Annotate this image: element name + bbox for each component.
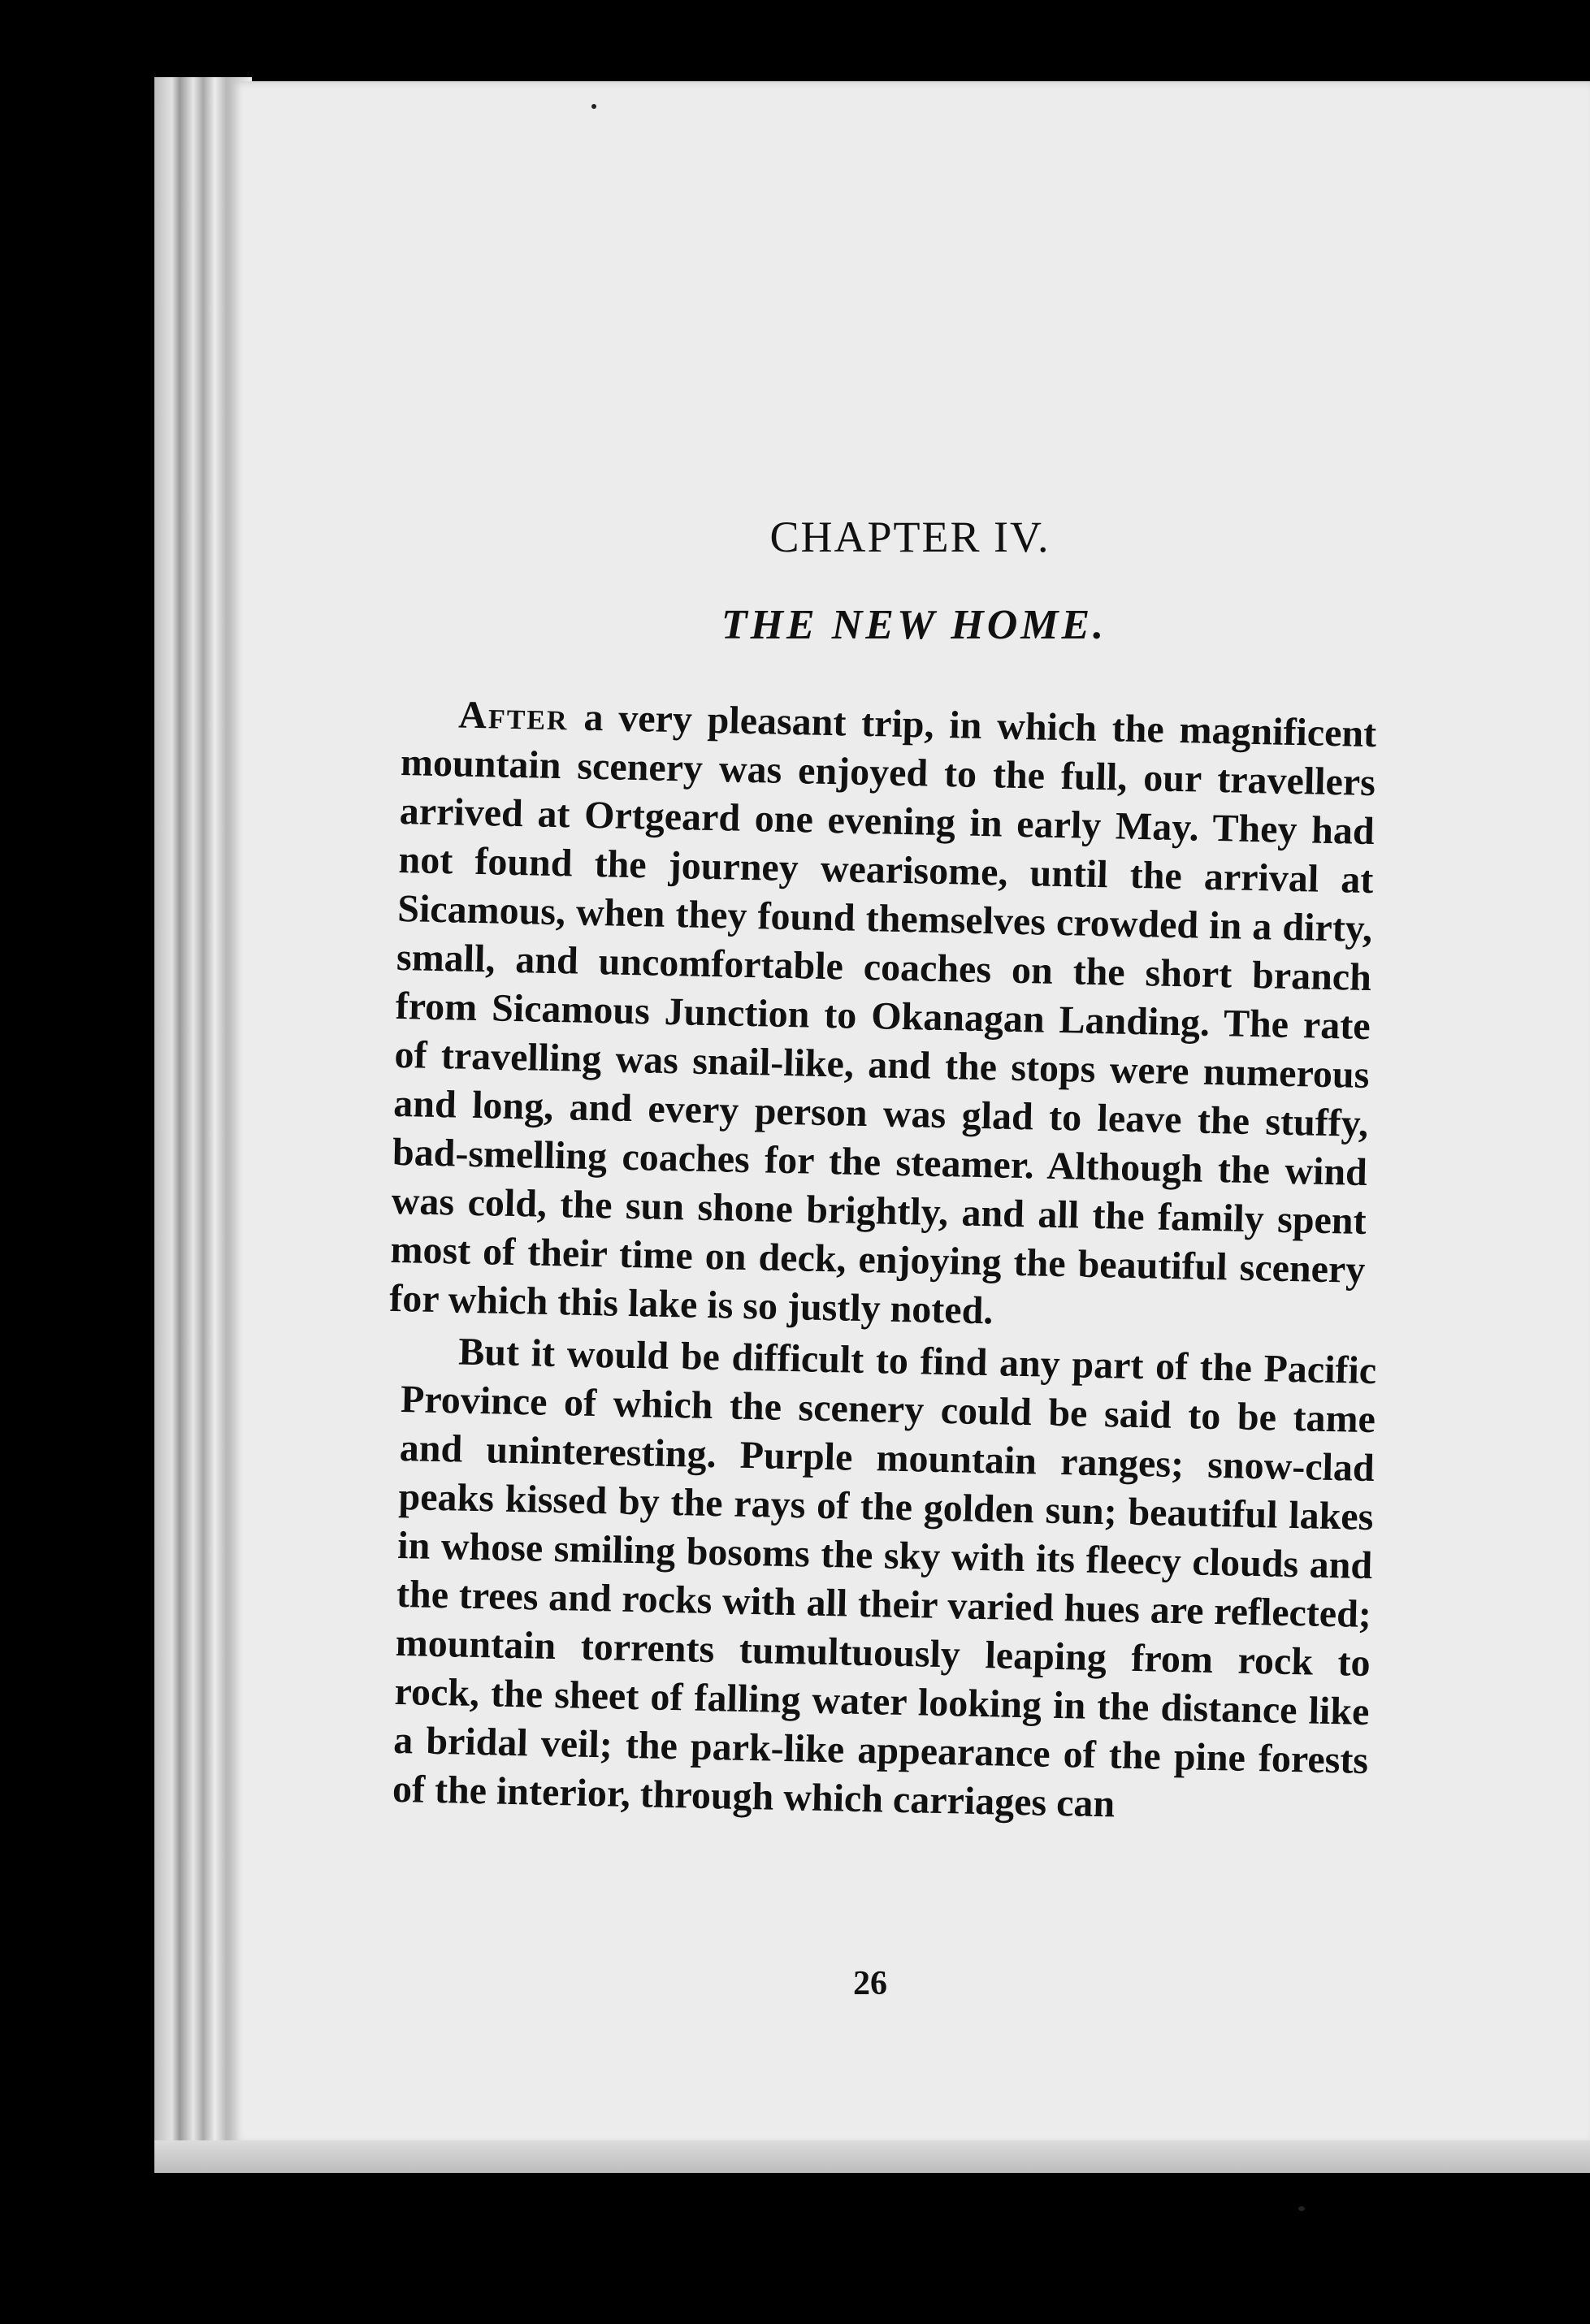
chapter-title: THE NEW HOME. — [721, 602, 1107, 648]
page-bottom-edge — [154, 2140, 1590, 2173]
chapter-heading: CHAPTER IV. — [769, 513, 1051, 561]
page-content — [388, 512, 1377, 1826]
dust-speck — [1298, 2206, 1305, 2211]
paragraph-1 — [389, 690, 1377, 1344]
dust-speck — [591, 104, 596, 109]
paragraph-2 — [392, 1326, 1376, 1834]
paragraph-text: a very pleasant trip, in which the magnificent mountain scenery was enjoyed to the full, our travellers arrived at Ortgeard one evening in early May. They had not found the journey wearisome, until the arrival at Sicamous, when they found themselves crowded in a dirty, small, and uncomfortable coaches on the short branch from Sicamous Junction to Okanagan Landing. The rate of travelling was snail-like, and the stops were numerous and long, and every person was glad to leave the stuffy, bad-smelling coaches for the steamer. Although the wind was cold, the sun shone brightly, and all the family spent most of their time on deck, enjoying the beautiful scenery for which this lake is so justly noted. — [388, 695, 1377, 1333]
paragraph-text: But it would be difficult to find any part of the Pacific Province of which the scenery could be said to be tame and uninteresting. Purple mountain ranges; snow-clad peaks kissed by the rays of the golden sun; beautiful lakes in whose smiling bosoms the sky with its fleecy clouds and the trees and rocks with all their varied hues are reflected; mountain torrents tumultuously leaping from rock to rock, the sheet of falling water looking in the distance like a bridal veil; the park-like appearance of the pine forests of the interior, through which carriages can — [392, 1330, 1377, 1826]
paragraph-lead-word: After — [457, 693, 570, 739]
page-number: 26 — [853, 1965, 887, 2002]
